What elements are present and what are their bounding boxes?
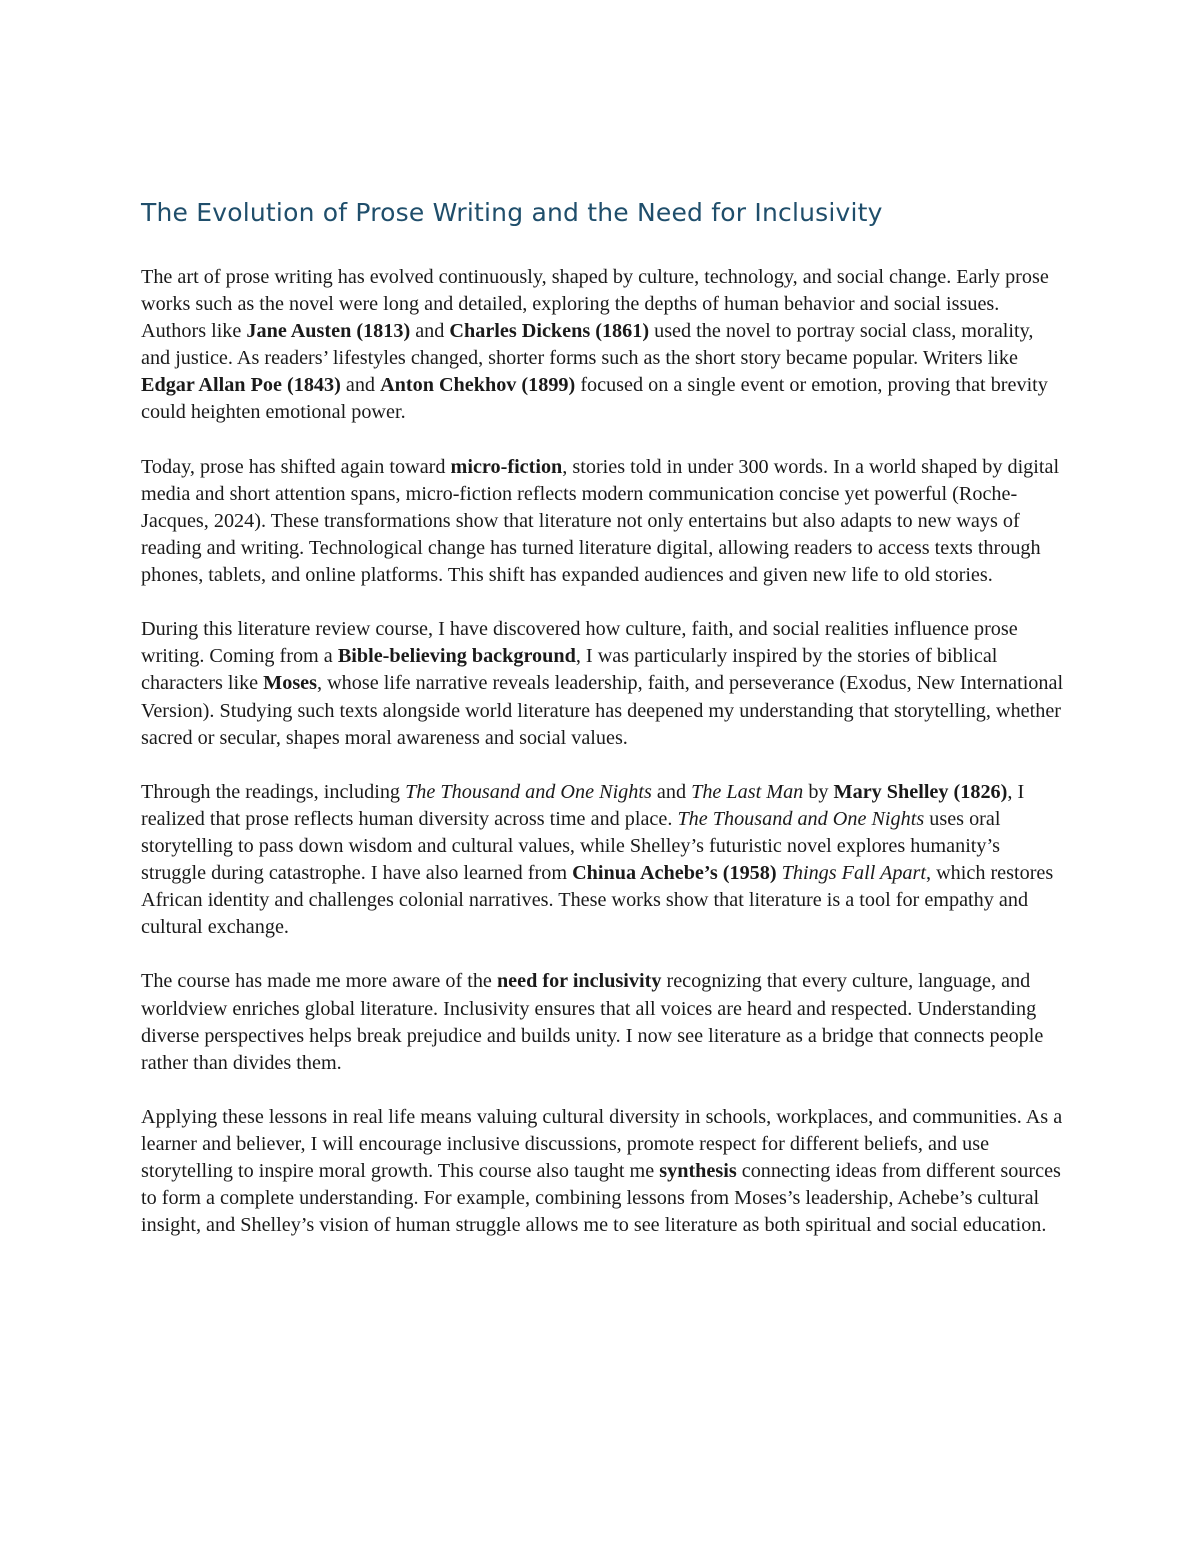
paragraph-prose-evolution (141, 264, 1066, 427)
bold-author-achebe: Chinua Achebe’s (1958) (572, 862, 777, 885)
text-run: During this literature review course, I have discovered how culture, faith, and social realities influence prose writing. Coming from a (141, 618, 1018, 668)
italic-title-things-fall-apart: Things Fall Apart (781, 862, 926, 885)
italic-title-last-man: The Last Man (691, 780, 804, 803)
text-run: Today, prose has shifted again toward (141, 455, 451, 478)
document-title: The Evolution of Prose Writing and the Need for Inclusivity (141, 198, 883, 227)
paragraph-readings (141, 779, 1066, 942)
bold-author-austen: Jane Austen (1813) (246, 320, 411, 343)
text-run: , which restores African identity and challenges colonial narratives. These works show that literature is a tool for empathy and cultural exchange. (141, 862, 1054, 939)
text-run: used the novel to portray social class, morality, and justice. As readers’ lifestyles changed, shorter forms such as the short story became popular. Writers like (141, 320, 1034, 370)
document-body (141, 196, 1066, 1266)
bold-term-bible-background: Bible-believing background (337, 645, 576, 668)
text-run: , I was particularly inspired by the stories of biblical characters like (141, 645, 998, 695)
bold-term-need-for-inclusivity: need for inclusivity (496, 970, 662, 993)
paragraph-inclusivity (141, 968, 1066, 1076)
text-run: focused on a single event or emotion, proving that brevity could heighten emotional power. (141, 374, 1048, 424)
text-run: The course has made me more aware of the (141, 970, 497, 993)
text-run: by (803, 780, 834, 803)
italic-title-thousand-nights: The Thousand and One Nights (677, 807, 925, 830)
italic-title-thousand-nights: The Thousand and One Nights (405, 780, 652, 803)
paragraph-application (141, 1104, 1066, 1239)
text-run: recognizing that every culture, language, and worldview enriches global literature. Inclusivity ensures that all voices are heard and respected. Understanding diverse perspectives helps break prejudice and builds unity. I now see literature as a bridge that connects people rather than divides them. (141, 970, 1044, 1074)
text-run: connecting ideas from different sources to form a complete understanding. For example, combining lessons from Moses’s leadership, Achebe’s cultural insight, and Shelley’s vision of human struggle allows me to see literature as both spiritual and social education. (141, 1160, 1061, 1237)
bold-term-synthesis: synthesis (659, 1160, 737, 1183)
text-run: Applying these lessons in real life means valuing cultural diversity in schools, workplaces, and communities. As a learner and believer, I will encourage inclusive discussions, promote respect for different beliefs, and use storytelling to inspire moral growth. This course also taught me (141, 1105, 1063, 1183)
text-run: , whose life narrative reveals leadership, faith, and perseverance (Exodus, New International Version). Studying such texts alongside world literature has deepened my understanding that storytelling, whether sacred or secular, shapes moral awareness and social values. (141, 672, 1064, 749)
bold-term-moses: Moses (263, 672, 317, 695)
bold-author-dickens: Charles Dickens (1861) (449, 320, 650, 343)
bold-author-chekhov: Anton Chekhov (1899) (380, 374, 576, 397)
text-run: and (340, 374, 381, 397)
text-run: and (410, 320, 450, 343)
text-run: uses oral storytelling to pass down wisdom and cultural values, while Shelley’s futuristic novel explores humanity’s struggle during catastrophe. I have also learned from (141, 807, 1001, 885)
text-run: , I realized that prose reflects human diversity across time and place. (141, 780, 1025, 830)
text-run: , stories told in under 300 words. In a world shaped by digital media and short attention spans, micro-fiction reflects modern communication concise yet powerful (Roche-Jacques, 2024). These transformations show that literature not only entertains but also adapts to new ways of reading and writing. Technological change has turned literature digital, allowing readers to access texts through phones, tablets, and online platforms. This shift has expanded audiences and given new life to old stories. (141, 455, 1060, 587)
text-run: Through the readings, including (141, 780, 406, 803)
bold-author-shelley: Mary Shelley (1826) (833, 780, 1008, 803)
paragraph-faith-culture (141, 616, 1066, 751)
bold-author-poe: Edgar Allan Poe (1843) (141, 374, 341, 397)
text-run: The art of prose writing has evolved continuously, shaped by culture, technology, and social change. Early prose works such as the novel were long and detailed, exploring the depths of human behavior and social issues. Authors like (141, 266, 1049, 343)
text-run: and (651, 780, 692, 803)
paragraph-micro-fiction (141, 454, 1066, 589)
bold-term-micro-fiction: micro-fiction (450, 455, 563, 478)
